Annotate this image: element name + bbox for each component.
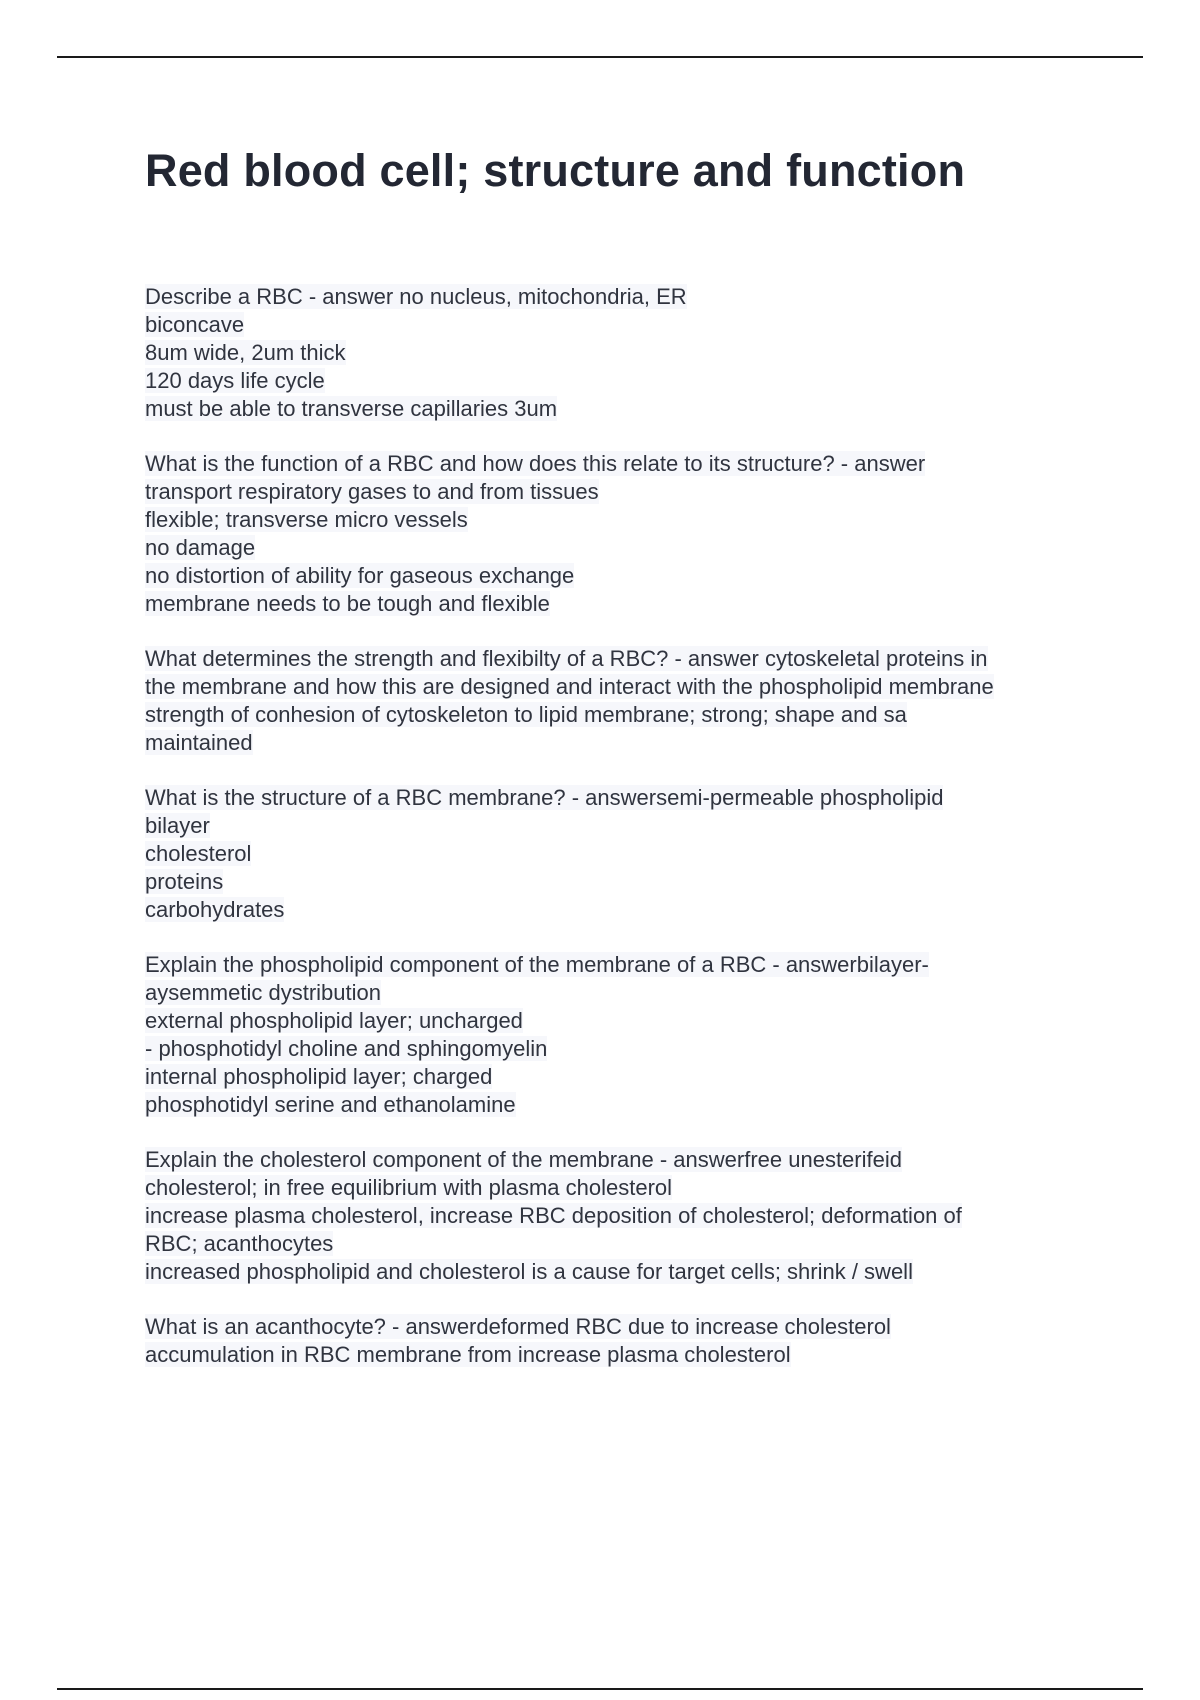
- page-title: Red blood cell; structure and function: [145, 145, 966, 196]
- text-line: What is the structure of a RBC membrane? - answersemi-permeable phospholipid: [145, 785, 944, 810]
- text-line: RBC; acanthocytes: [145, 1231, 334, 1256]
- text-line: strength of conhesion of cytoskeleton to lipid membrane; strong; shape and sa: [145, 702, 907, 727]
- text-line: Explain the phospholipid component of the membrane of a RBC - answerbilayer-: [145, 952, 929, 977]
- text-line: internal phospholipid layer; charged: [145, 1064, 493, 1089]
- text-line: the membrane and how this are designed and interact with the phospholipid membrane: [145, 674, 994, 699]
- text-line: What determines the strength and flexibilty of a RBC? - answer cytoskeletal proteins in: [145, 646, 988, 671]
- text-line: What is an acanthocyte? - answerdeformed RBC due to increase cholesterol: [145, 1314, 891, 1339]
- text-line: transport respiratory gases to and from tissues: [145, 479, 599, 504]
- text-line: flexible; transverse micro vessels: [145, 507, 468, 532]
- qa-block: [145, 1146, 1095, 1286]
- qa-list: [145, 283, 1095, 1396]
- text-line: biconcave: [145, 312, 245, 337]
- text-line: 120 days life cycle: [145, 368, 325, 393]
- qa-block: [145, 1313, 1095, 1369]
- text-line: no distortion of ability for gaseous exchange: [145, 563, 575, 588]
- text-line: proteins: [145, 869, 224, 894]
- top-divider: [57, 56, 1143, 58]
- text-line: membrane needs to be tough and flexible: [145, 591, 550, 616]
- qa-block: [145, 283, 1095, 423]
- qa-block: [145, 784, 1095, 924]
- qa-block: [145, 645, 1095, 757]
- bottom-divider: [57, 1688, 1143, 1690]
- text-line: phosphotidyl serine and ethanolamine: [145, 1092, 516, 1117]
- text-line: Describe a RBC - answer no nucleus, mitochondria, ER: [145, 284, 687, 309]
- text-line: What is the function of a RBC and how does this relate to its structure? - answer: [145, 451, 926, 476]
- text-line: maintained: [145, 730, 253, 755]
- text-line: accumulation in RBC membrane from increase plasma cholesterol: [145, 1342, 791, 1367]
- text-line: Explain the cholesterol component of the membrane - answerfree unesterifeid: [145, 1147, 902, 1172]
- text-line: bilayer: [145, 813, 210, 838]
- qa-block: [145, 951, 1095, 1119]
- text-line: external phospholipid layer; uncharged: [145, 1008, 523, 1033]
- text-line: must be able to transverse capillaries 3um: [145, 396, 558, 421]
- text-line: no damage: [145, 535, 256, 560]
- text-line: 8um wide, 2um thick: [145, 340, 346, 365]
- text-line: - phosphotidyl choline and sphingomyelin: [145, 1036, 548, 1061]
- text-line: aysemmetic dystribution: [145, 980, 381, 1005]
- qa-block: [145, 450, 1095, 618]
- text-line: carbohydrates: [145, 897, 285, 922]
- text-line: increased phospholipid and cholesterol is a cause for target cells; shrink / swell: [145, 1259, 913, 1284]
- text-line: increase plasma cholesterol, increase RBC deposition of cholesterol; deformation of: [145, 1203, 962, 1228]
- text-line: cholesterol: [145, 841, 252, 866]
- text-line: cholesterol; in free equilibrium with plasma cholesterol: [145, 1175, 673, 1200]
